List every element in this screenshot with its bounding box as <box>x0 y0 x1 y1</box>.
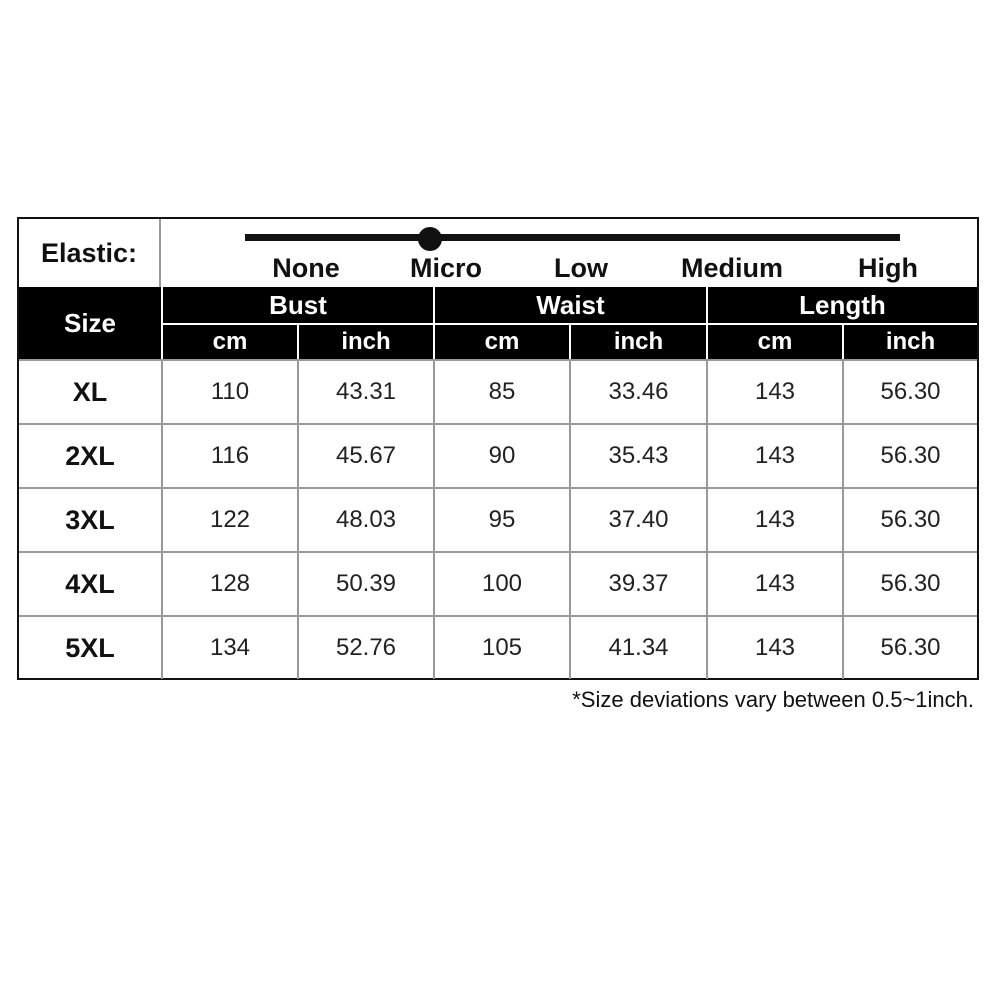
elastic-label: Elastic: <box>19 219 161 287</box>
bust-inch-header: inch <box>299 325 433 359</box>
waist-cm-cell: 95 <box>488 506 516 533</box>
elastic-level-medium: Medium <box>680 253 784 283</box>
waist-inch-cell: 41.34 <box>608 634 669 661</box>
waist-cm-cell: 100 <box>481 570 523 597</box>
column-divider <box>842 617 844 679</box>
elastic-row <box>19 219 977 287</box>
column-divider <box>433 361 435 423</box>
size-deviation-note: *Size deviations vary between 0.5~1inch. <box>572 687 974 712</box>
elastic-level-low: Low <box>554 253 608 283</box>
length-cm-cell: 143 <box>754 506 796 533</box>
column-divider <box>433 553 435 615</box>
length-inch-cell: 56.30 <box>880 378 941 405</box>
elastic-scale-line <box>245 234 900 241</box>
bust-cm-cell: 134 <box>209 634 251 661</box>
column-divider <box>161 617 163 679</box>
column-divider <box>161 425 163 487</box>
column-divider <box>842 361 844 423</box>
length-inch-cell: 56.30 <box>880 634 941 661</box>
column-divider <box>297 361 299 423</box>
table-row <box>19 423 977 487</box>
length-cm-cell: 143 <box>754 378 796 405</box>
waist-cm-cell: 105 <box>481 634 523 661</box>
length-cm-cell: 143 <box>754 442 796 469</box>
column-divider <box>569 489 571 551</box>
column-divider <box>569 361 571 423</box>
column-divider <box>297 489 299 551</box>
bust-cm-cell: 110 <box>210 378 250 405</box>
elastic-scale <box>161 219 977 287</box>
size-column-header: Size <box>19 287 161 359</box>
column-divider <box>706 489 708 551</box>
table-row <box>19 487 977 551</box>
waist-inch-header: inch <box>571 325 706 359</box>
elastic-selected-marker <box>418 227 442 251</box>
waist-inch-cell: 37.40 <box>608 506 669 533</box>
size-cell: 3XL <box>65 504 115 535</box>
column-divider <box>706 425 708 487</box>
length-inch-cell: 56.30 <box>880 442 941 469</box>
waist-inch-cell: 35.43 <box>608 442 669 469</box>
waist-cm-header: cm <box>435 325 569 359</box>
waist-cm-cell: 85 <box>488 378 516 405</box>
column-divider <box>433 617 435 679</box>
column-divider <box>161 553 163 615</box>
bust-cm-cell: 116 <box>210 442 250 469</box>
column-divider <box>569 617 571 679</box>
column-divider <box>842 489 844 551</box>
size-cell: 5XL <box>65 632 115 663</box>
length-inch-cell: 56.30 <box>880 506 941 533</box>
table-row <box>19 551 977 615</box>
bust-cm-cell: 128 <box>209 570 251 597</box>
column-divider <box>842 553 844 615</box>
column-divider <box>706 361 708 423</box>
column-divider <box>569 553 571 615</box>
table-row <box>19 359 977 423</box>
size-chart <box>17 217 979 680</box>
length-inch-cell: 56.30 <box>880 570 941 597</box>
column-divider <box>297 617 299 679</box>
table-row <box>19 615 977 679</box>
column-divider <box>297 553 299 615</box>
column-divider <box>433 425 435 487</box>
column-divider <box>706 617 708 679</box>
waist-header: Waist <box>435 287 706 323</box>
size-cell: XL <box>72 376 108 407</box>
column-divider <box>161 489 163 551</box>
column-divider <box>569 425 571 487</box>
bust-cm-header: cm <box>163 325 297 359</box>
bust-inch-cell: 45.67 <box>335 442 397 469</box>
length-cm-cell: 143 <box>754 570 796 597</box>
waist-inch-cell: 33.46 <box>608 378 669 405</box>
bust-header: Bust <box>163 287 433 323</box>
size-cell: 2XL <box>65 440 115 471</box>
elastic-level-micro: Micro <box>409 253 483 283</box>
column-divider <box>842 425 844 487</box>
elastic-level-high: High <box>858 253 918 283</box>
bust-inch-cell: 50.39 <box>335 570 397 597</box>
length-cm-cell: 143 <box>754 634 796 661</box>
column-divider <box>433 489 435 551</box>
column-divider <box>161 361 163 423</box>
waist-inch-cell: 39.37 <box>608 570 669 597</box>
bust-cm-cell: 122 <box>209 506 251 533</box>
column-divider <box>706 553 708 615</box>
length-inch-header: inch <box>844 325 977 359</box>
bust-inch-cell: 52.76 <box>335 634 397 661</box>
bust-inch-cell: 48.03 <box>335 506 397 533</box>
elastic-level-none: None <box>272 253 340 283</box>
bust-inch-cell: 43.31 <box>335 378 397 405</box>
length-cm-header: cm <box>708 325 842 359</box>
size-cell: 4XL <box>65 568 115 599</box>
column-divider <box>297 425 299 487</box>
waist-cm-cell: 90 <box>488 442 516 469</box>
length-header: Length <box>708 287 977 323</box>
